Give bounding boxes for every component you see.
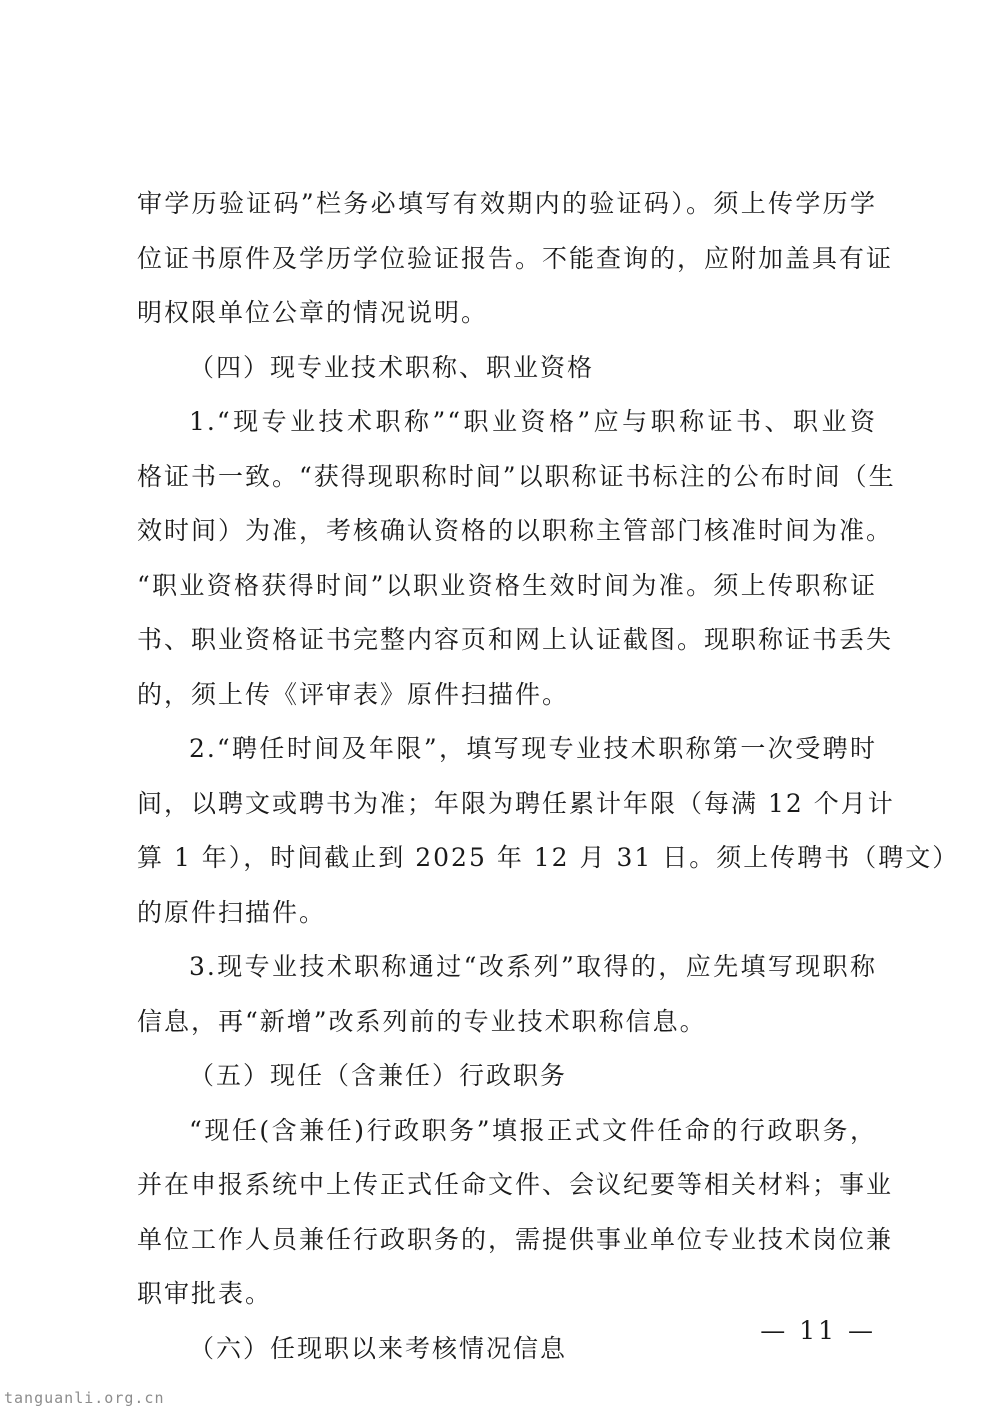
paragraph-line: “职业资格获得时间”以职业资格生效时间为准。须上传职称证 (137, 570, 877, 600)
paragraph-line: 3.现专业技术职称通过“改系列”取得的，应先填写现职称 (189, 952, 877, 981)
paragraph-line: 审学历验证码”栏务必填写有效期内的验证码）。须上传学历学 (137, 189, 877, 218)
paragraph-line: 间，以聘文或聘书为准；年限为聘任累计年限（每满 12 个月计 (137, 788, 895, 818)
paragraph-line: 1.“现专业技术职称”“职业资格”应与职称证书、职业资 (189, 407, 877, 436)
paragraph-line: 的原件扫描件。 (137, 897, 327, 927)
paragraph-line: “现任(含兼任)行政职务”填报正式文件任命的行政职务， (189, 1115, 877, 1145)
paragraph-line: 职审批表。 (137, 1279, 273, 1308)
watermark-text: tanguanli.org.cn (4, 1389, 165, 1407)
paragraph-line: 算 1 年），时间截止到 2025 年 12 月 31 日。须上传聘书（聘文） (137, 843, 960, 872)
paragraph-line: 信息，再“新增”改系列前的专业技术职称信息。 (137, 1006, 707, 1036)
body-text (137, 177, 960, 1376)
paragraph-line: 2.“聘任时间及年限”，填写现专业技术职称第一次受聘时 (189, 734, 877, 763)
paragraph-line: 位证书原件及学历学位验证报告。不能查询的，应附加盖具有证 (137, 243, 894, 273)
paragraph-line: 效时间）为准，考核确认资格的以职称主管部门核准时间为准。 (137, 516, 894, 545)
page-number: — 11 — (760, 1316, 876, 1345)
section-heading: （五）现任（含兼任）行政职务 (189, 1061, 568, 1090)
paragraph-line: 并在申报系统中上传正式任命文件、会议纪要等相关材料；事业 (137, 1170, 894, 1199)
section-heading: （四）现专业技术职称、职业资格 (189, 352, 595, 382)
paragraph-line: 格证书一致。“获得现职称时间”以职称证书标注的公布时间（生 (137, 461, 896, 491)
section-heading: （六）任现职以来考核情况信息 (189, 1333, 568, 1363)
paragraph-line: 的，须上传《评审表》原件扫描件。 (137, 679, 570, 709)
paragraph-line: 书、职业资格证书完整内容页和网上认证截图。现职称证书丢失 (137, 625, 894, 654)
paragraph-line: 单位工作人员兼任行政职务的，需提供事业单位专业技术岗位兼 (137, 1224, 894, 1254)
paragraph-line: 明权限单位公章的情况说明。 (137, 298, 489, 327)
